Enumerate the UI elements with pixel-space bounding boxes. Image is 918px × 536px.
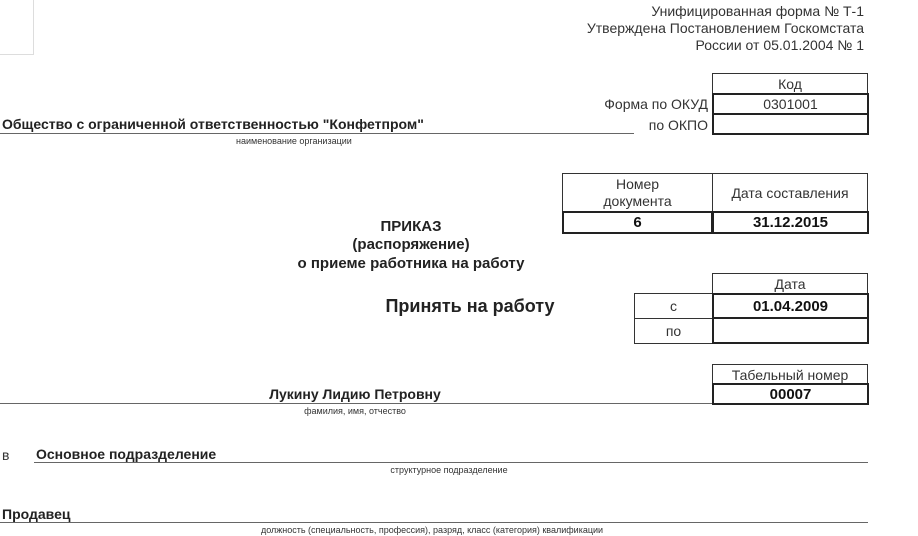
position-name: Продавец — [2, 506, 71, 522]
tab-number-value[interactable]: 00007 — [712, 383, 869, 405]
organization-name: Общество с ограниченной ответственностью "Конфетпром" — [2, 116, 424, 132]
form-header-line1: Унифицированная форма № Т-1 — [651, 3, 864, 19]
doc-number-value[interactable]: 6 — [562, 211, 713, 234]
hire-heading: Принять на работу — [385, 296, 555, 316]
title-rasporyazhenie: (распоряжение) — [352, 236, 470, 253]
hire-from-label: с — [634, 293, 713, 319]
position-underline — [0, 522, 868, 523]
corner-border — [0, 0, 34, 55]
tab-number-header: Табельный номер — [712, 364, 868, 385]
employee-name-caption: фамилия, имя, отчество — [304, 406, 406, 416]
code-header: Код — [712, 73, 868, 94]
doc-date-header: Дата составления — [712, 173, 868, 212]
form-header-line3: России от 05.01.2004 № 1 — [695, 37, 864, 53]
department-underline — [34, 462, 868, 463]
okpo-value[interactable] — [712, 114, 869, 135]
hire-date-header: Дата — [712, 273, 868, 294]
hire-to-value[interactable] — [712, 318, 869, 344]
okud-label: Форма по ОКУД — [604, 96, 708, 112]
title-prikaz: ПРИКАЗ — [380, 218, 442, 235]
okpo-label: по ОКПО — [648, 117, 708, 133]
department-prefix: в — [2, 447, 10, 463]
position-caption: должность (специальность, профессия), разряд, класс (категория) квалификации — [260, 525, 604, 535]
hire-from-value[interactable]: 01.04.2009 — [712, 293, 869, 319]
okud-value[interactable]: 0301001 — [712, 93, 869, 115]
employee-name: Лукину Лидию Петровну — [269, 386, 441, 402]
doc-date-value[interactable]: 31.12.2015 — [712, 211, 869, 234]
doc-number-header: Номер документа — [562, 173, 713, 212]
organization-underline — [0, 133, 634, 134]
department-name: Основное подразделение — [36, 446, 217, 462]
employee-underline — [0, 403, 712, 404]
title-subject: о приеме работника на работу — [297, 255, 525, 272]
organization-caption: наименование организации — [236, 136, 352, 146]
form-header-line2: Утверждена Постановлением Госкомстата — [586, 20, 864, 36]
hire-to-label: по — [634, 318, 713, 344]
department-caption: структурное подразделение — [390, 465, 508, 475]
